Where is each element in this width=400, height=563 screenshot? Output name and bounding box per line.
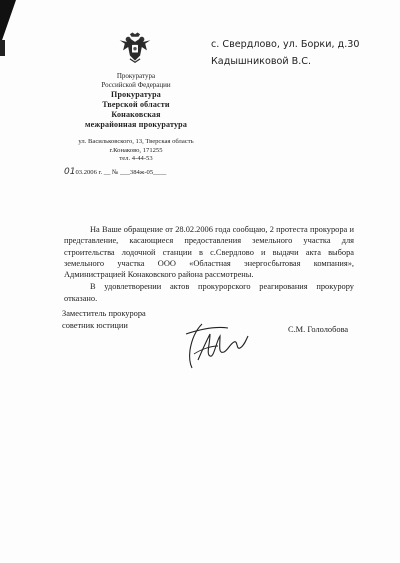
org-line-office-type: межрайонная прокуратура — [84, 120, 188, 129]
ref-number-prefix: № — [112, 169, 119, 176]
issuer-address-block — [66, 138, 206, 164]
recipient-block — [211, 36, 359, 70]
body-paragraph-2: В удовлетворении актов прокурорского реагирования прокурору отказано. — [64, 282, 354, 303]
corner-scan-mark-tail — [0, 40, 5, 56]
issuer-organization-block — [62, 72, 210, 130]
position-line-2: советник юстиции — [62, 321, 128, 330]
reference-line: 0103.2006 г. __ № ___384ж-05____ — [64, 167, 167, 177]
position-line-1: Заместитель прокурора — [62, 309, 146, 318]
address-phone: тел. 4-44-53 — [119, 155, 153, 162]
recipient-name: Кадышниковой В.С. — [211, 56, 312, 67]
signatory-position — [62, 308, 146, 332]
ref-date-handwritten: 01 — [64, 167, 76, 177]
org-line-region: Тверской области — [102, 100, 170, 109]
recipient-address: с. Свердлово, ул. Борки, д.30 — [211, 39, 360, 50]
org-line-prosecutor: Прокуратура — [116, 72, 156, 80]
org-line-federation: Российской Федерации — [101, 81, 171, 89]
body-paragraph-1: На Ваше обращение от 28.02.2006 года сообщаю, 2 протеста прокурора и представление, касающиеся предоставления земельного участка для строительства лодочной станции в с.Свердлово и выдачи акта выбора земельного участка ООО «Областная энергосбытовая компания», Администрацией Конаковского района рассмотрены. — [64, 225, 354, 280]
handwritten-signature — [180, 320, 252, 372]
double-headed-eagle-icon — [118, 30, 152, 64]
ref-number: 384ж-05 — [129, 169, 154, 176]
org-line-district: Конаковская — [111, 110, 161, 119]
address-city: г.Конаково, 171255 — [109, 146, 163, 154]
address-street: ул. Васильковского, 13, Тверская область — [78, 138, 194, 145]
ref-date-rest: 03.2006 г. — [75, 169, 103, 176]
org-line-prosecutor-office: Прокуратура — [111, 90, 161, 99]
signatory-name: С.М. Гололобова — [288, 325, 349, 334]
letter-body — [64, 224, 354, 304]
